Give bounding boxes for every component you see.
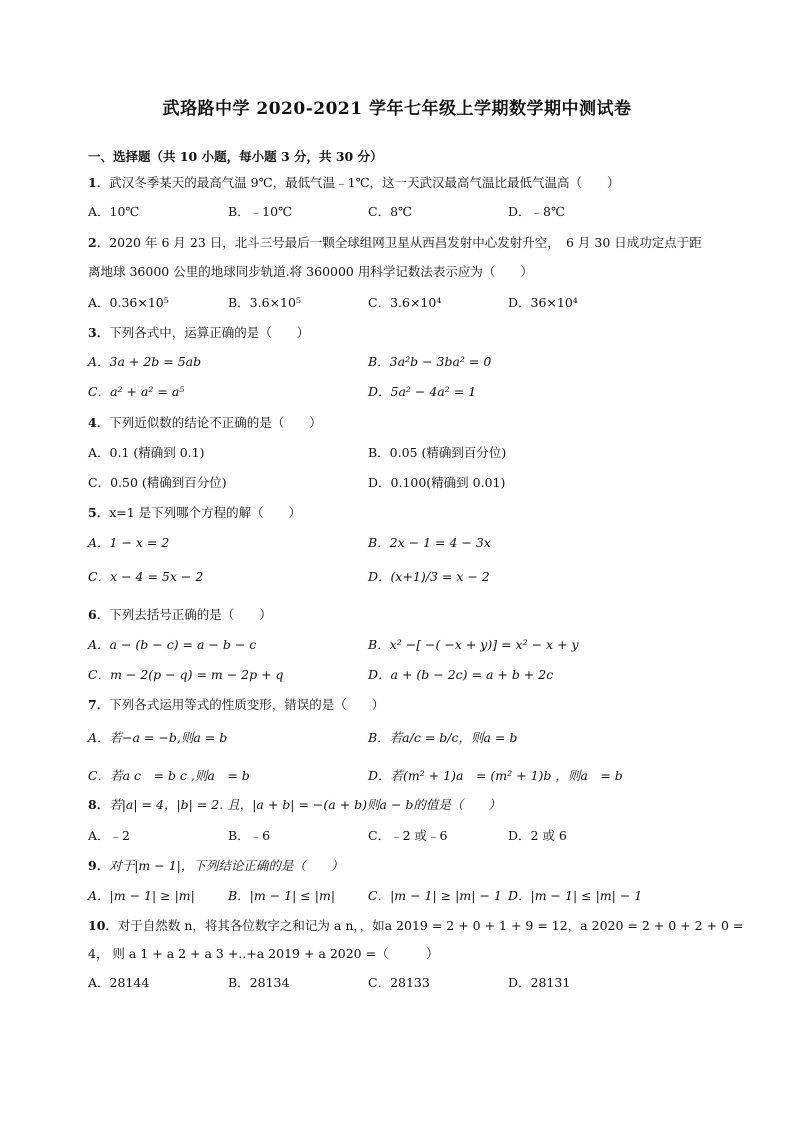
question-text: 下列各式运用等式的性质变形，错误的是（ ） [109, 697, 385, 712]
option-a: A．0.1 (精确到 0.1) [88, 445, 205, 460]
option-d: D．5a² − 4a² = 1 [368, 384, 477, 399]
question-text: 下列去括号正确的是（ ） [109, 607, 272, 622]
option-c: C．3.6×10⁴ [368, 295, 442, 310]
option-d: D．28131 [508, 975, 571, 990]
option-b: B．﹣6 [228, 828, 271, 843]
options-10 [88, 973, 728, 991]
question-6 [88, 605, 728, 623]
question-number: 5． [88, 505, 110, 520]
option-c: C．28133 [368, 975, 430, 990]
question-number: 7． [88, 697, 110, 712]
option-b: B．3.6×10⁵ [228, 295, 301, 310]
option-c: C．a² + a² = a⁵ [88, 384, 185, 399]
options-9 [88, 886, 728, 904]
question-7 [88, 695, 728, 713]
question-text-cont: 离地球 36000 公里的地球同步轨道.将 360000 用科学记数法表示应为（ ） [88, 264, 533, 279]
option-b: B．28134 [228, 975, 290, 990]
option-c: C．x − 4 = 5x − 2 [88, 569, 204, 584]
question-number: 10． [88, 918, 118, 933]
options-8 [88, 826, 728, 844]
option-c: C．8℃ [368, 204, 413, 219]
option-c: C．0.50 (精确到百分位) [88, 475, 227, 490]
question-2-cont [88, 262, 728, 280]
question-number: 1． [88, 175, 110, 190]
options-6-cd [88, 665, 728, 683]
options-2 [88, 293, 728, 311]
option-c: C．|m − 1| ≥ |m| − 1 [368, 888, 502, 903]
option-d: D．﹣8℃ [508, 204, 565, 219]
options-5-ab [88, 533, 728, 551]
question-9 [88, 856, 728, 874]
option-a: A．a − (b − c) = a − b − c [88, 637, 257, 652]
question-text: 武汉冬季某天的最高气温 9℃，最低气温﹣1℃，这一天武汉最高气温比最低气温高（ ） [109, 175, 620, 190]
question-number: 6． [88, 607, 110, 622]
question-1 [88, 173, 728, 191]
question-10-cont [88, 944, 728, 962]
option-b: B．若a/c = b/c，则a = b [368, 730, 518, 745]
option-b: B．x² −[ −( −x + y)] = x² − x + y [368, 637, 579, 652]
options-4-cd [88, 473, 728, 491]
option-a: A．若−a = −b,则a = b [88, 730, 228, 745]
option-a: A．|m − 1| ≥ |m| [88, 888, 195, 903]
page-title: 武珞路中学 2020-2021 学年七年级上学期数学期中测试卷 [162, 99, 632, 119]
option-a: A．28144 [88, 975, 150, 990]
question-2 [88, 233, 728, 251]
option-d: D．a + (b − 2c) = a + b + 2c [368, 667, 554, 682]
option-a: A．﹣2 [88, 828, 130, 843]
option-b: B．﹣10℃ [228, 204, 293, 219]
option-b: B．0.05 (精确到百分位) [368, 445, 507, 460]
question-8 [88, 795, 728, 813]
question-text-cont: 4， 则 a 1 + a 2 + a 3 +..+a 2019 + a 2020 =（ ） [88, 946, 439, 961]
question-10 [88, 916, 744, 934]
question-text: 下列各式中，运算正确的是（ ） [109, 325, 310, 340]
option-d: D．若(m² + 1)a = (m² + 1)b ，则a = b [368, 768, 623, 783]
options-3-cd [88, 382, 728, 400]
option-a: A．0.36×10⁵ [88, 295, 169, 310]
options-7-ab [88, 728, 728, 746]
question-text: 下列近似数的结论不正确的是（ ） [109, 415, 322, 430]
option-c: C．﹣2 或﹣6 [368, 828, 448, 843]
option-d: D．|m − 1| ≤ |m| − 1 [508, 888, 643, 903]
question-number: 3． [88, 325, 110, 340]
question-text: 若|a| = 4，|b| = 2. 且，|a + b| = −(a + b)则a − b的值是（ ） [109, 797, 501, 812]
options-6-ab [88, 635, 728, 653]
section-heading: 一、选择题（共 10 小题，每小题 3 分，共 30 分） [88, 149, 383, 164]
question-text: 对于|m − 1|，下列结论正确的是（ ） [109, 858, 344, 873]
question-text: 2020 年 6 月 23 日，北斗三号最后一颗全球组网卫星从西昌发射中心发射升空， 6 月 30 日成功定点于距 [109, 235, 702, 250]
options-3-ab [88, 352, 728, 370]
option-b: B．3a²b − 3ba² = 0 [368, 354, 492, 369]
question-number: 4． [88, 415, 110, 430]
question-3 [88, 323, 728, 341]
question-4 [88, 413, 728, 431]
option-d: D．0.100(精确到 0.01) [368, 475, 506, 490]
option-b: B．2x − 1 = 4 − 3x [368, 535, 491, 550]
question-number: 9． [88, 858, 110, 873]
option-a: A．10℃ [88, 204, 140, 219]
question-number: 2． [88, 235, 110, 250]
question-text: x=1 是下列哪个方程的解（ ） [109, 505, 302, 520]
option-a: A．1 − x = 2 [88, 535, 170, 550]
options-7-cd [88, 766, 728, 784]
option-d: D．(x+1)/3 = x − 2 [368, 569, 490, 584]
question-text: 对于自然数 n，将其各位数字之和记为 a n，，如a 2019 = 2 + 0 + 1 + 9 = 12，a 2020 = 2 + 0 + 2 + 0 = [117, 918, 744, 933]
question-number: 8． [88, 797, 110, 812]
option-a: A．3a + 2b = 5ab [88, 354, 202, 369]
option-d: D．36×10⁴ [508, 295, 578, 310]
option-b: B．|m − 1| ≤ |m| [228, 888, 336, 903]
option-c: C．m − 2(p − q) = m − 2p + q [88, 667, 284, 682]
options-1 [88, 202, 728, 220]
question-5 [88, 503, 728, 521]
option-c: C．若a c = b c ,则a = b [88, 768, 250, 783]
options-5-cd [88, 567, 728, 585]
options-4-ab [88, 443, 728, 461]
option-d: D．2 或 6 [508, 828, 567, 843]
